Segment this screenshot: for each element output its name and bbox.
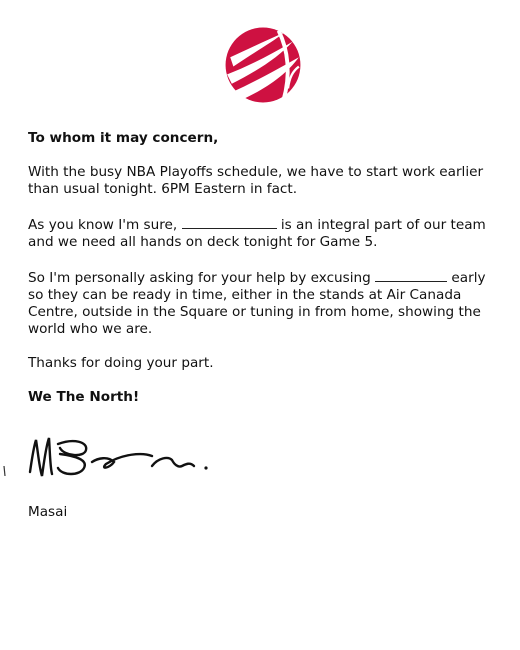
name-blank-line xyxy=(182,215,277,229)
paragraph-team-end: is an integral part of our team and we need all hands on deck tonight for Game 5. xyxy=(28,217,486,250)
greeting: To whom it may concern, xyxy=(28,130,219,146)
paragraph-schedule: With the busy NBA Playoffs schedule, we have to start work earlier than usual tonight. 6PM Eastern in fact. xyxy=(28,164,484,197)
letter-body xyxy=(28,130,490,406)
paragraph-thanks: Thanks for doing your part. xyxy=(28,355,214,371)
raptors-claw-ball-logo-icon xyxy=(224,26,302,104)
paragraph-team-start: As you know I'm sure, xyxy=(28,217,182,233)
handwritten-signature-icon xyxy=(2,432,214,482)
tagline: We The North! xyxy=(28,389,140,405)
paragraph-request-end: early so they can be ready in time, either in the stands at Air Canada Centre, outside in the Square or tuning in from home, showing the world who we are. xyxy=(28,270,486,337)
paragraph-request-start: So I'm personally asking for your help by excusing xyxy=(28,270,376,286)
paragraph-team xyxy=(28,215,490,251)
signer-name: Masai xyxy=(28,504,68,520)
paragraph-request xyxy=(28,268,490,338)
name-blank-line xyxy=(375,268,447,282)
